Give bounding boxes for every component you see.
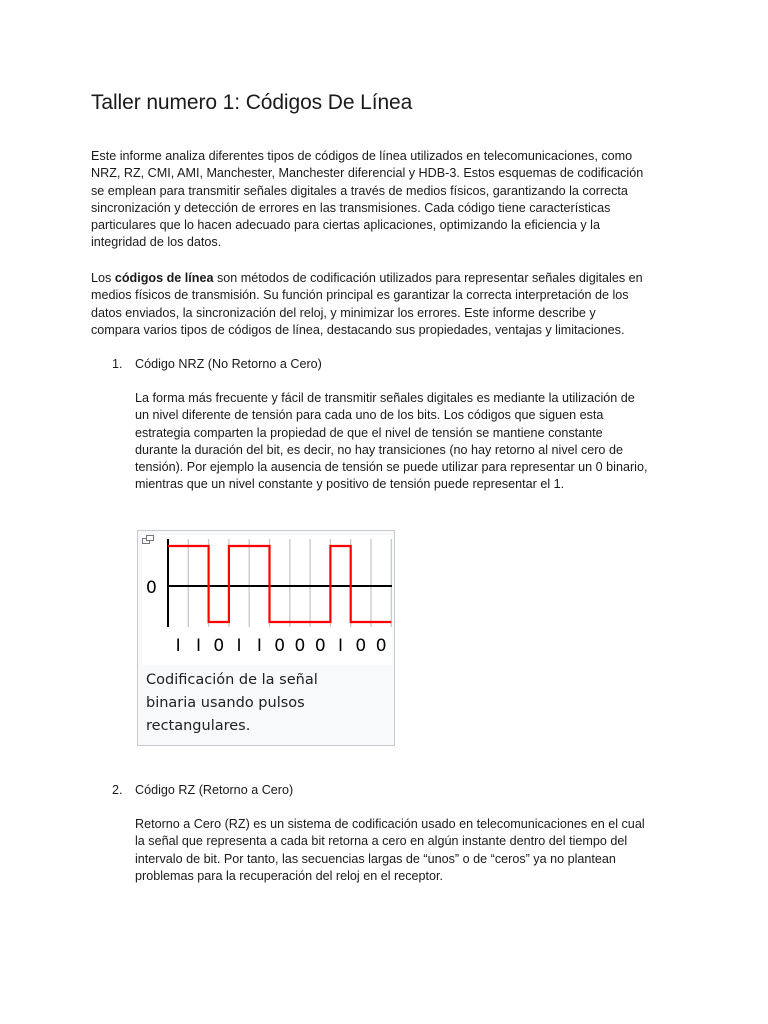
text-line: [91, 270, 643, 287]
text-line: Retorno a Cero (RZ) es un sistema de codificación usado en telecomunicaciones en el cual: [135, 817, 645, 831]
bit-label: 0: [294, 636, 306, 656]
text-line: intervalo de bit. Por tanto, las secuencias largas de “unos” o de “ceros” ya no plantean: [135, 851, 616, 866]
text-line: durante la duración del bit, es decir, no hay transiciones (no hay retorno al nivel cero de: [135, 442, 623, 457]
bit-label: I: [236, 636, 242, 656]
definition-paragraph: [91, 270, 643, 339]
intro-paragraph: [91, 148, 643, 252]
list-number: 2.: [112, 783, 123, 797]
text-line: particulares que lo hacen adecuado para ciertas aplicaciones, optimizando la eficiencia y la: [91, 218, 600, 233]
bit-label: I: [195, 636, 201, 656]
text-line: medios físicos de transmisión. Su función principal es garantizar la correcta interpretación de los: [91, 288, 629, 303]
text-line: sincronización y detección de errores en las transmisiones. Cada código tiene características: [91, 200, 611, 215]
text-line: datos enviados, la sincronización del reloj, y minimizar los errores. Este informe describe y: [91, 305, 596, 320]
text-fragment: son métodos de codificación utilizados para representar señales digitales en: [213, 271, 643, 285]
caption-line: binaria usando pulsos: [146, 695, 305, 711]
bit-label: I: [338, 636, 344, 656]
nrz-figure: [137, 530, 395, 746]
bit-label: 0: [274, 636, 286, 656]
section-heading-nrz: Código NRZ (No Retorno a Cero): [135, 357, 322, 371]
bit-label: I: [175, 636, 181, 656]
text-line: integridad de los datos.: [91, 235, 222, 250]
enlarge-icon[interactable]: [142, 535, 154, 545]
text-line: NRZ, RZ, CMI, AMI, Manchester, Manchester diferencial y HDB-3. Estos esquemas de codificación: [91, 166, 644, 181]
text-line: La forma más frecuente y fácil de transmitir señales digitales es mediante la utilización de: [135, 391, 635, 405]
text-fragment: Los: [91, 271, 115, 285]
text-line: la señal que representa a cada bit retorna a cero en algún instante dentro del tiempo del: [135, 834, 628, 849]
figure-caption: [146, 669, 386, 738]
text-line: se emplean para transmitir señales digitales a través de medios físicos, garantizando la correcta: [91, 183, 628, 198]
text-line: estrategia comparten la propiedad de que el nivel de tensión se mantiene constante: [135, 425, 603, 440]
bit-label: 0: [314, 636, 326, 656]
document-title: Taller numero 1: Códigos De Línea: [91, 91, 413, 114]
bit-label: I: [256, 636, 262, 656]
bit-label: 0: [355, 636, 367, 656]
text-line: mientras que un nivel constante y positivo de tensión puede representar el 1.: [135, 477, 565, 492]
nrz-waveform-diagram: [142, 535, 392, 665]
text-line: problemas para la recuperación del reloj en el receptor.: [135, 868, 444, 883]
text-line: tensión). Por ejemplo la ausencia de tensión se puede utilizar para representar un 0 binario,: [135, 460, 648, 475]
caption-line: Codificación de la señal: [146, 672, 318, 688]
bit-label: 0: [213, 636, 225, 656]
section-heading-rz: Código RZ (Retorno a Cero): [135, 783, 294, 797]
text-line: un nivel diferente de tensión para cada uno de los bits. Los códigos que siguen esta: [135, 408, 604, 423]
zero-level-label: 0: [146, 578, 157, 598]
bold-term: códigos de línea: [114, 271, 214, 285]
text-line: compara varios tipos de códigos de línea, destacando sus propiedades, ventajas y limitaciones.: [91, 322, 625, 337]
bit-label: 0: [375, 636, 387, 656]
nrz-paragraph: [135, 390, 647, 494]
rz-paragraph: [135, 816, 645, 885]
caption-line: rectangulares.: [146, 718, 251, 734]
list-number: 1.: [112, 357, 123, 371]
text-line: Este informe analiza diferentes tipos de códigos de línea utilizados en telecomunicaciones, como: [91, 149, 633, 163]
